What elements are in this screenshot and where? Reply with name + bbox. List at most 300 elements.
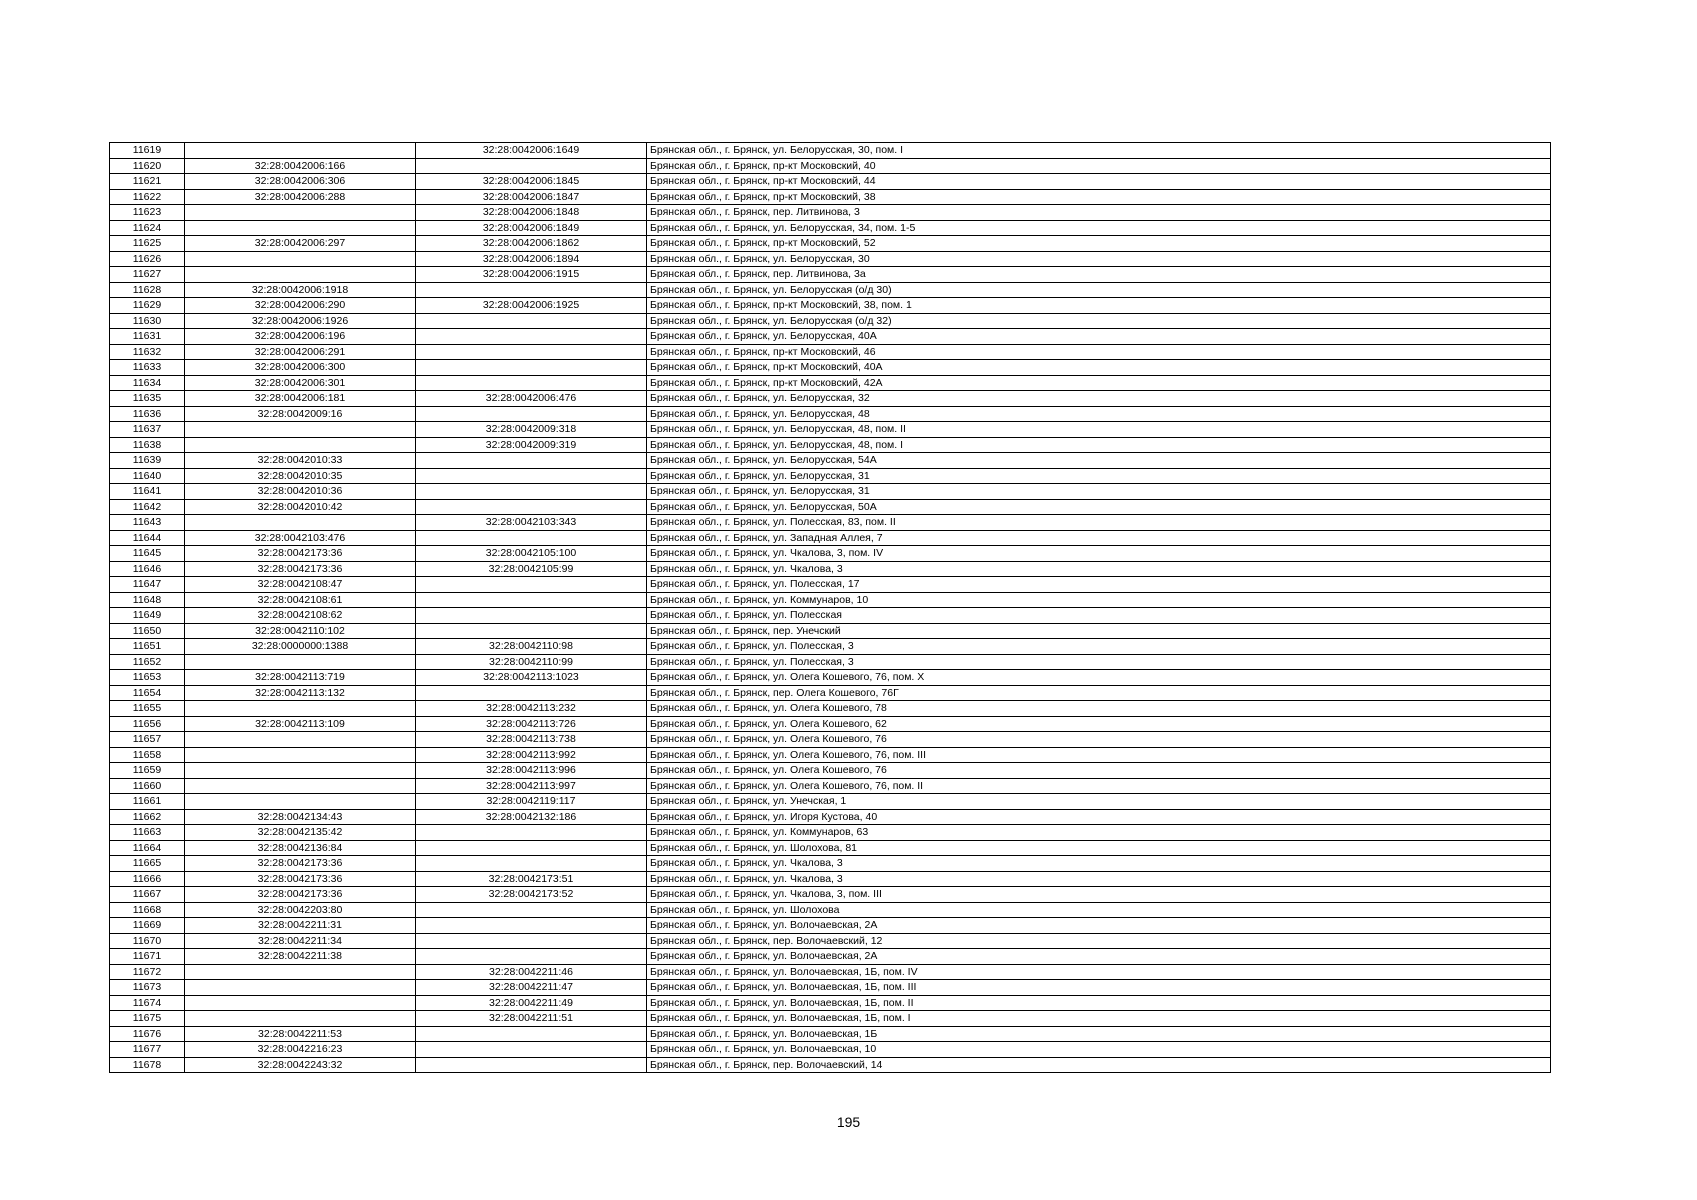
table-row bbox=[110, 763, 1551, 779]
row-number-cell: 11620 bbox=[110, 158, 185, 174]
cadastral-number-cell: 32:28:0042006:306 bbox=[185, 174, 416, 190]
table-row bbox=[110, 251, 1551, 267]
row-number-cell: 11644 bbox=[110, 530, 185, 546]
row-number-cell: 11649 bbox=[110, 608, 185, 624]
row-number-cell: 11623 bbox=[110, 205, 185, 221]
row-number-cell: 11674 bbox=[110, 995, 185, 1011]
cadastral-number-cell bbox=[185, 980, 416, 996]
row-number-cell: 11647 bbox=[110, 577, 185, 593]
cadastral-number-cell: 32:28:0042135:42 bbox=[185, 825, 416, 841]
address-cell: Брянская обл., г. Брянск, ул. Белорусская, 48 bbox=[647, 406, 1551, 422]
object-cadastral-number-cell: 32:28:0042006:1915 bbox=[416, 267, 647, 283]
object-cadastral-number-cell: 32:28:0042113:232 bbox=[416, 701, 647, 717]
address-cell: Брянская обл., г. Брянск, пр-кт Московский, 38, пом. 1 bbox=[647, 298, 1551, 314]
row-number-cell: 11619 bbox=[110, 143, 185, 159]
cadastral-number-cell bbox=[185, 251, 416, 267]
object-cadastral-number-cell: 32:28:0042009:319 bbox=[416, 437, 647, 453]
object-cadastral-number-cell bbox=[416, 313, 647, 329]
cadastral-number-cell bbox=[185, 220, 416, 236]
table-row bbox=[110, 329, 1551, 345]
cadastral-number-cell bbox=[185, 794, 416, 810]
cadastral-number-cell: 32:28:0042203:80 bbox=[185, 902, 416, 918]
table-row bbox=[110, 236, 1551, 252]
address-cell: Брянская обл., г. Брянск, ул. Олега Кошевого, 78 bbox=[647, 701, 1551, 717]
table-row bbox=[110, 995, 1551, 1011]
cadastral-number-cell: 32:28:0042113:719 bbox=[185, 670, 416, 686]
cadastral-number-cell bbox=[185, 422, 416, 438]
address-cell: Брянская обл., г. Брянск, ул. Волочаевская, 1Б, пом. I bbox=[647, 1011, 1551, 1027]
address-cell: Брянская обл., г. Брянск, ул. Волочаевская, 1Б, пом. II bbox=[647, 995, 1551, 1011]
address-cell: Брянская обл., г. Брянск, пер. Унечский bbox=[647, 623, 1551, 639]
cadastral-number-cell: 32:28:0042006:300 bbox=[185, 360, 416, 376]
object-cadastral-number-cell bbox=[416, 375, 647, 391]
object-cadastral-number-cell bbox=[416, 329, 647, 345]
table-row bbox=[110, 189, 1551, 205]
cadastral-number-cell: 32:28:0042113:132 bbox=[185, 685, 416, 701]
cadastral-number-cell: 32:28:0042110:102 bbox=[185, 623, 416, 639]
address-cell: Брянская обл., г. Брянск, ул. Унечская, 1 bbox=[647, 794, 1551, 810]
row-number-cell: 11666 bbox=[110, 871, 185, 887]
row-number-cell: 11667 bbox=[110, 887, 185, 903]
table-row bbox=[110, 360, 1551, 376]
table-row bbox=[110, 143, 1551, 159]
row-number-cell: 11645 bbox=[110, 546, 185, 562]
row-number-cell: 11655 bbox=[110, 701, 185, 717]
object-cadastral-number-cell: 32:28:0042006:476 bbox=[416, 391, 647, 407]
cadastral-number-cell: 32:28:0042006:196 bbox=[185, 329, 416, 345]
address-cell: Брянская обл., г. Брянск, пр-кт Московский, 44 bbox=[647, 174, 1551, 190]
table-row bbox=[110, 406, 1551, 422]
table-row bbox=[110, 747, 1551, 763]
table-row bbox=[110, 484, 1551, 500]
address-cell: Брянская обл., г. Брянск, ул. Белорусская, 48, пом. I bbox=[647, 437, 1551, 453]
row-number-cell: 11637 bbox=[110, 422, 185, 438]
table-row bbox=[110, 623, 1551, 639]
address-cell: Брянская обл., г. Брянск, пер. Литвинова, 3а bbox=[647, 267, 1551, 283]
cadastral-number-cell: 32:28:0042108:47 bbox=[185, 577, 416, 593]
cadastral-number-cell: 32:28:0042010:35 bbox=[185, 468, 416, 484]
cadastral-number-cell: 32:28:0042006:1918 bbox=[185, 282, 416, 298]
object-cadastral-number-cell bbox=[416, 825, 647, 841]
cadastral-number-cell: 32:28:0042113:109 bbox=[185, 716, 416, 732]
address-cell: Брянская обл., г. Брянск, ул. Белорусская, 50А bbox=[647, 499, 1551, 515]
address-cell: Брянская обл., г. Брянск, ул. Белорусская, 34, пом. 1-5 bbox=[647, 220, 1551, 236]
object-cadastral-number-cell bbox=[416, 282, 647, 298]
row-number-cell: 11664 bbox=[110, 840, 185, 856]
address-cell: Брянская обл., г. Брянск, пр-кт Московский, 42А bbox=[647, 375, 1551, 391]
object-cadastral-number-cell: 32:28:0042006:1925 bbox=[416, 298, 647, 314]
table-row bbox=[110, 1026, 1551, 1042]
address-cell: Брянская обл., г. Брянск, ул. Белорусская, 31 bbox=[647, 484, 1551, 500]
table-row bbox=[110, 422, 1551, 438]
object-cadastral-number-cell bbox=[416, 360, 647, 376]
cadastral-number-cell bbox=[185, 778, 416, 794]
object-cadastral-number-cell: 32:28:0042113:1023 bbox=[416, 670, 647, 686]
cadastral-number-cell: 32:28:0042211:31 bbox=[185, 918, 416, 934]
cadastral-number-cell bbox=[185, 267, 416, 283]
row-number-cell: 11636 bbox=[110, 406, 185, 422]
address-cell: Брянская обл., г. Брянск, ул. Волочаевская, 2А bbox=[647, 918, 1551, 934]
cadastral-number-cell bbox=[185, 995, 416, 1011]
cadastral-number-cell: 32:28:0000000:1388 bbox=[185, 639, 416, 655]
row-number-cell: 11652 bbox=[110, 654, 185, 670]
cadastral-number-cell bbox=[185, 1011, 416, 1027]
address-cell: Брянская обл., г. Брянск, ул. Чкалова, 3 bbox=[647, 871, 1551, 887]
table-row bbox=[110, 933, 1551, 949]
row-number-cell: 11648 bbox=[110, 592, 185, 608]
cadastral-number-cell bbox=[185, 654, 416, 670]
row-number-cell: 11651 bbox=[110, 639, 185, 655]
cadastral-number-cell bbox=[185, 763, 416, 779]
row-number-cell: 11624 bbox=[110, 220, 185, 236]
row-number-cell: 11677 bbox=[110, 1042, 185, 1058]
address-cell: Брянская обл., г. Брянск, ул. Полесская, 3 bbox=[647, 654, 1551, 670]
row-number-cell: 11654 bbox=[110, 685, 185, 701]
row-number-cell: 11678 bbox=[110, 1057, 185, 1073]
object-cadastral-number-cell bbox=[416, 1042, 647, 1058]
table-row bbox=[110, 918, 1551, 934]
object-cadastral-number-cell bbox=[416, 484, 647, 500]
cadastral-number-cell: 32:28:0042243:32 bbox=[185, 1057, 416, 1073]
address-cell: Брянская обл., г. Брянск, ул. Белорусская, 48, пом. II bbox=[647, 422, 1551, 438]
cadastral-number-cell bbox=[185, 732, 416, 748]
address-cell: Брянская обл., г. Брянск, ул. Чкалова, 3, пом. IV bbox=[647, 546, 1551, 562]
row-number-cell: 11625 bbox=[110, 236, 185, 252]
cadastral-number-cell: 32:28:0042108:61 bbox=[185, 592, 416, 608]
table-row bbox=[110, 453, 1551, 469]
address-cell: Брянская обл., г. Брянск, ул. Чкалова, 3 bbox=[647, 856, 1551, 872]
table-row bbox=[110, 375, 1551, 391]
row-number-cell: 11629 bbox=[110, 298, 185, 314]
table-row bbox=[110, 949, 1551, 965]
address-cell: Брянская обл., г. Брянск, ул. Олега Кошевого, 76, пом. III bbox=[647, 747, 1551, 763]
registry-table-body bbox=[110, 143, 1551, 1073]
address-cell: Брянская обл., г. Брянск, ул. Коммунаров, 63 bbox=[647, 825, 1551, 841]
row-number-cell: 11662 bbox=[110, 809, 185, 825]
object-cadastral-number-cell: 32:28:0042211:46 bbox=[416, 964, 647, 980]
cadastral-number-cell: 32:28:0042006:291 bbox=[185, 344, 416, 360]
table-row bbox=[110, 174, 1551, 190]
object-cadastral-number-cell bbox=[416, 902, 647, 918]
object-cadastral-number-cell bbox=[416, 499, 647, 515]
object-cadastral-number-cell: 32:28:0042113:997 bbox=[416, 778, 647, 794]
object-cadastral-number-cell: 32:28:0042110:98 bbox=[416, 639, 647, 655]
address-cell: Брянская обл., г. Брянск, ул. Чкалова, 3, пом. III bbox=[647, 887, 1551, 903]
cadastral-number-cell: 32:28:0042173:36 bbox=[185, 546, 416, 562]
cadastral-number-cell: 32:28:0042006:301 bbox=[185, 375, 416, 391]
cadastral-number-cell: 32:28:0042108:62 bbox=[185, 608, 416, 624]
row-number-cell: 11639 bbox=[110, 453, 185, 469]
address-cell: Брянская обл., г. Брянск, ул. Белорусская, 40А bbox=[647, 329, 1551, 345]
address-cell: Брянская обл., г. Брянск, ул. Белорусская, 32 bbox=[647, 391, 1551, 407]
page-number: 195 bbox=[836, 1114, 861, 1130]
table-row bbox=[110, 840, 1551, 856]
cadastral-number-cell: 32:28:0042009:16 bbox=[185, 406, 416, 422]
address-cell: Брянская обл., г. Брянск, ул. Западная Аллея, 7 bbox=[647, 530, 1551, 546]
address-cell: Брянская обл., г. Брянск, ул. Шолохова bbox=[647, 902, 1551, 918]
address-cell: Брянская обл., г. Брянск, пр-кт Московский, 46 bbox=[647, 344, 1551, 360]
cadastral-number-cell: 32:28:0042006:1926 bbox=[185, 313, 416, 329]
table-row bbox=[110, 561, 1551, 577]
cadastral-number-cell: 32:28:0042211:53 bbox=[185, 1026, 416, 1042]
row-number-cell: 11632 bbox=[110, 344, 185, 360]
address-cell: Брянская обл., г. Брянск, ул. Олега Кошевого, 76 bbox=[647, 732, 1551, 748]
cadastral-number-cell: 32:28:0042010:33 bbox=[185, 453, 416, 469]
table-row bbox=[110, 1042, 1551, 1058]
object-cadastral-number-cell bbox=[416, 933, 647, 949]
table-row bbox=[110, 794, 1551, 810]
address-cell: Брянская обл., г. Брянск, ул. Полесская, 3 bbox=[647, 639, 1551, 655]
object-cadastral-number-cell bbox=[416, 856, 647, 872]
table-row bbox=[110, 964, 1551, 980]
address-cell: Брянская обл., г. Брянск, пер. Волочаевский, 14 bbox=[647, 1057, 1551, 1073]
table-row bbox=[110, 499, 1551, 515]
table-row bbox=[110, 1057, 1551, 1073]
row-number-cell: 11658 bbox=[110, 747, 185, 763]
object-cadastral-number-cell bbox=[416, 623, 647, 639]
table-row bbox=[110, 825, 1551, 841]
table-row bbox=[110, 778, 1551, 794]
address-cell: Брянская обл., г. Брянск, ул. Волочаевская, 2А bbox=[647, 949, 1551, 965]
address-cell: Брянская обл., г. Брянск, ул. Полесская bbox=[647, 608, 1551, 624]
address-cell: Брянская обл., г. Брянск, пер. Олега Кошевого, 76Г bbox=[647, 685, 1551, 701]
address-cell: Брянская обл., г. Брянск, ул. Волочаевская, 1Б bbox=[647, 1026, 1551, 1042]
table-row bbox=[110, 887, 1551, 903]
table-row bbox=[110, 980, 1551, 996]
row-number-cell: 11657 bbox=[110, 732, 185, 748]
object-cadastral-number-cell: 32:28:0042103:343 bbox=[416, 515, 647, 531]
row-number-cell: 11650 bbox=[110, 623, 185, 639]
table-row bbox=[110, 515, 1551, 531]
address-cell: Брянская обл., г. Брянск, ул. Олега Кошевого, 76 bbox=[647, 763, 1551, 779]
object-cadastral-number-cell: 32:28:0042105:100 bbox=[416, 546, 647, 562]
address-cell: Брянская обл., г. Брянск, ул. Чкалова, 3 bbox=[647, 561, 1551, 577]
row-number-cell: 11646 bbox=[110, 561, 185, 577]
row-number-cell: 11626 bbox=[110, 251, 185, 267]
table-row bbox=[110, 298, 1551, 314]
address-cell: Брянская обл., г. Брянск, ул. Полесская, 83, пом. II bbox=[647, 515, 1551, 531]
cadastral-number-cell: 32:28:0042006:290 bbox=[185, 298, 416, 314]
table-row bbox=[110, 267, 1551, 283]
object-cadastral-number-cell bbox=[416, 344, 647, 360]
address-cell: Брянская обл., г. Брянск, пер. Литвинова, 3 bbox=[647, 205, 1551, 221]
row-number-cell: 11665 bbox=[110, 856, 185, 872]
object-cadastral-number-cell: 32:28:0042006:1894 bbox=[416, 251, 647, 267]
address-cell: Брянская обл., г. Брянск, ул. Белорусская, 30 bbox=[647, 251, 1551, 267]
object-cadastral-number-cell bbox=[416, 453, 647, 469]
cadastral-number-cell: 32:28:0042103:476 bbox=[185, 530, 416, 546]
row-number-cell: 11671 bbox=[110, 949, 185, 965]
object-cadastral-number-cell: 32:28:0042119:117 bbox=[416, 794, 647, 810]
address-cell: Брянская обл., г. Брянск, ул. Олега Кошевого, 76, пом. X bbox=[647, 670, 1551, 686]
cadastral-number-cell: 32:28:0042211:34 bbox=[185, 933, 416, 949]
object-cadastral-number-cell: 32:28:0042110:99 bbox=[416, 654, 647, 670]
cadastral-number-cell: 32:28:0042173:36 bbox=[185, 871, 416, 887]
table-row bbox=[110, 639, 1551, 655]
row-number-cell: 11653 bbox=[110, 670, 185, 686]
row-number-cell: 11676 bbox=[110, 1026, 185, 1042]
row-number-cell: 11669 bbox=[110, 918, 185, 934]
cadastral-number-cell: 32:28:0042006:166 bbox=[185, 158, 416, 174]
object-cadastral-number-cell: 32:28:0042113:996 bbox=[416, 763, 647, 779]
address-cell: Брянская обл., г. Брянск, пр-кт Московский, 40 bbox=[647, 158, 1551, 174]
address-cell: Брянская обл., г. Брянск, ул. Олега Кошевого, 76, пом. II bbox=[647, 778, 1551, 794]
address-cell: Брянская обл., г. Брянск, ул. Шолохова, 81 bbox=[647, 840, 1551, 856]
object-cadastral-number-cell: 32:28:0042173:51 bbox=[416, 871, 647, 887]
row-number-cell: 11670 bbox=[110, 933, 185, 949]
cadastral-number-cell: 32:28:0042211:38 bbox=[185, 949, 416, 965]
cadastral-number-cell bbox=[185, 205, 416, 221]
address-cell: Брянская обл., г. Брянск, ул. Олега Кошевого, 62 bbox=[647, 716, 1551, 732]
object-cadastral-number-cell bbox=[416, 406, 647, 422]
object-cadastral-number-cell: 32:28:0042006:1845 bbox=[416, 174, 647, 190]
cadastral-number-cell: 32:28:0042010:42 bbox=[185, 499, 416, 515]
row-number-cell: 11663 bbox=[110, 825, 185, 841]
object-cadastral-number-cell: 32:28:0042105:99 bbox=[416, 561, 647, 577]
row-number-cell: 11622 bbox=[110, 189, 185, 205]
table-row bbox=[110, 592, 1551, 608]
cadastral-number-cell bbox=[185, 143, 416, 159]
object-cadastral-number-cell: 32:28:0042009:318 bbox=[416, 422, 647, 438]
cadastral-number-cell: 32:28:0042006:181 bbox=[185, 391, 416, 407]
table-row bbox=[110, 670, 1551, 686]
row-number-cell: 11656 bbox=[110, 716, 185, 732]
object-cadastral-number-cell: 32:28:0042006:1849 bbox=[416, 220, 647, 236]
table-row bbox=[110, 313, 1551, 329]
row-number-cell: 11675 bbox=[110, 1011, 185, 1027]
row-number-cell: 11661 bbox=[110, 794, 185, 810]
row-number-cell: 11660 bbox=[110, 778, 185, 794]
cadastral-number-cell bbox=[185, 437, 416, 453]
address-cell: Брянская обл., г. Брянск, пр-кт Московский, 52 bbox=[647, 236, 1551, 252]
object-cadastral-number-cell bbox=[416, 840, 647, 856]
object-cadastral-number-cell bbox=[416, 1057, 647, 1073]
cadastral-number-cell: 32:28:0042173:36 bbox=[185, 561, 416, 577]
object-cadastral-number-cell bbox=[416, 592, 647, 608]
address-cell: Брянская обл., г. Брянск, ул. Коммунаров, 10 bbox=[647, 592, 1551, 608]
address-cell: Брянская обл., г. Брянск, ул. Игоря Кустова, 40 bbox=[647, 809, 1551, 825]
row-number-cell: 11630 bbox=[110, 313, 185, 329]
table-row bbox=[110, 391, 1551, 407]
table-row bbox=[110, 344, 1551, 360]
object-cadastral-number-cell bbox=[416, 608, 647, 624]
table-row bbox=[110, 437, 1551, 453]
cadastral-number-cell bbox=[185, 515, 416, 531]
object-cadastral-number-cell: 32:28:0042211:47 bbox=[416, 980, 647, 996]
table-row bbox=[110, 530, 1551, 546]
row-number-cell: 11643 bbox=[110, 515, 185, 531]
object-cadastral-number-cell bbox=[416, 158, 647, 174]
object-cadastral-number-cell: 32:28:0042006:1847 bbox=[416, 189, 647, 205]
object-cadastral-number-cell bbox=[416, 949, 647, 965]
object-cadastral-number-cell bbox=[416, 468, 647, 484]
cadastral-number-cell bbox=[185, 964, 416, 980]
row-number-cell: 11638 bbox=[110, 437, 185, 453]
address-cell: Брянская обл., г. Брянск, ул. Волочаевская, 1Б, пом. III bbox=[647, 980, 1551, 996]
object-cadastral-number-cell: 32:28:0042113:738 bbox=[416, 732, 647, 748]
address-cell: Брянская обл., г. Брянск, пр-кт Московский, 40А bbox=[647, 360, 1551, 376]
address-cell: Брянская обл., г. Брянск, ул. Белорусская, 54А bbox=[647, 453, 1551, 469]
object-cadastral-number-cell: 32:28:0042006:1649 bbox=[416, 143, 647, 159]
row-number-cell: 11631 bbox=[110, 329, 185, 345]
cadastral-number-cell: 32:28:0042136:84 bbox=[185, 840, 416, 856]
object-cadastral-number-cell bbox=[416, 1026, 647, 1042]
cadastral-number-cell: 32:28:0042006:288 bbox=[185, 189, 416, 205]
address-cell: Брянская обл., г. Брянск, ул. Белорусская (о/д 30) bbox=[647, 282, 1551, 298]
table-row bbox=[110, 716, 1551, 732]
table-row bbox=[110, 871, 1551, 887]
table-row bbox=[110, 608, 1551, 624]
registry-table bbox=[109, 142, 1551, 1073]
table-row bbox=[110, 701, 1551, 717]
table-row bbox=[110, 902, 1551, 918]
object-cadastral-number-cell: 32:28:0042211:51 bbox=[416, 1011, 647, 1027]
object-cadastral-number-cell bbox=[416, 918, 647, 934]
row-number-cell: 11633 bbox=[110, 360, 185, 376]
address-cell: Брянская обл., г. Брянск, ул. Волочаевская, 1Б, пом. IV bbox=[647, 964, 1551, 980]
row-number-cell: 11641 bbox=[110, 484, 185, 500]
row-number-cell: 11642 bbox=[110, 499, 185, 515]
object-cadastral-number-cell bbox=[416, 685, 647, 701]
cadastral-number-cell: 32:28:0042134:43 bbox=[185, 809, 416, 825]
address-cell: Брянская обл., г. Брянск, пер. Волочаевский, 12 bbox=[647, 933, 1551, 949]
table-row bbox=[110, 732, 1551, 748]
table-row bbox=[110, 158, 1551, 174]
row-number-cell: 11640 bbox=[110, 468, 185, 484]
address-cell: Брянская обл., г. Брянск, пр-кт Московский, 38 bbox=[647, 189, 1551, 205]
cadastral-number-cell: 32:28:0042173:36 bbox=[185, 856, 416, 872]
cadastral-number-cell: 32:28:0042173:36 bbox=[185, 887, 416, 903]
row-number-cell: 11634 bbox=[110, 375, 185, 391]
table-row bbox=[110, 809, 1551, 825]
object-cadastral-number-cell: 32:28:0042132:186 bbox=[416, 809, 647, 825]
object-cadastral-number-cell bbox=[416, 577, 647, 593]
object-cadastral-number-cell: 32:28:0042211:49 bbox=[416, 995, 647, 1011]
table-row bbox=[110, 546, 1551, 562]
address-cell: Брянская обл., г. Брянск, ул. Белорусская, 31 bbox=[647, 468, 1551, 484]
table-row bbox=[110, 282, 1551, 298]
object-cadastral-number-cell: 32:28:0042113:992 bbox=[416, 747, 647, 763]
address-cell: Брянская обл., г. Брянск, ул. Белорусская, 30, пом. I bbox=[647, 143, 1551, 159]
row-number-cell: 11621 bbox=[110, 174, 185, 190]
object-cadastral-number-cell: 32:28:0042173:52 bbox=[416, 887, 647, 903]
object-cadastral-number-cell: 32:28:0042006:1848 bbox=[416, 205, 647, 221]
table-row bbox=[110, 205, 1551, 221]
address-cell: Брянская обл., г. Брянск, ул. Полесская, 17 bbox=[647, 577, 1551, 593]
cadastral-number-cell: 32:28:0042216:23 bbox=[185, 1042, 416, 1058]
table-row bbox=[110, 654, 1551, 670]
row-number-cell: 11628 bbox=[110, 282, 185, 298]
table-row bbox=[110, 468, 1551, 484]
cadastral-number-cell bbox=[185, 701, 416, 717]
row-number-cell: 11659 bbox=[110, 763, 185, 779]
cadastral-number-cell: 32:28:0042006:297 bbox=[185, 236, 416, 252]
object-cadastral-number-cell: 32:28:0042006:1862 bbox=[416, 236, 647, 252]
table-row bbox=[110, 220, 1551, 236]
cadastral-number-cell: 32:28:0042010:36 bbox=[185, 484, 416, 500]
table-row bbox=[110, 1011, 1551, 1027]
row-number-cell: 11635 bbox=[110, 391, 185, 407]
address-cell: Брянская обл., г. Брянск, ул. Белорусская (о/д 32) bbox=[647, 313, 1551, 329]
table-row bbox=[110, 856, 1551, 872]
object-cadastral-number-cell: 32:28:0042113:726 bbox=[416, 716, 647, 732]
row-number-cell: 11668 bbox=[110, 902, 185, 918]
cadastral-number-cell bbox=[185, 747, 416, 763]
row-number-cell: 11673 bbox=[110, 980, 185, 996]
table-row bbox=[110, 685, 1551, 701]
object-cadastral-number-cell bbox=[416, 530, 647, 546]
table-row bbox=[110, 577, 1551, 593]
